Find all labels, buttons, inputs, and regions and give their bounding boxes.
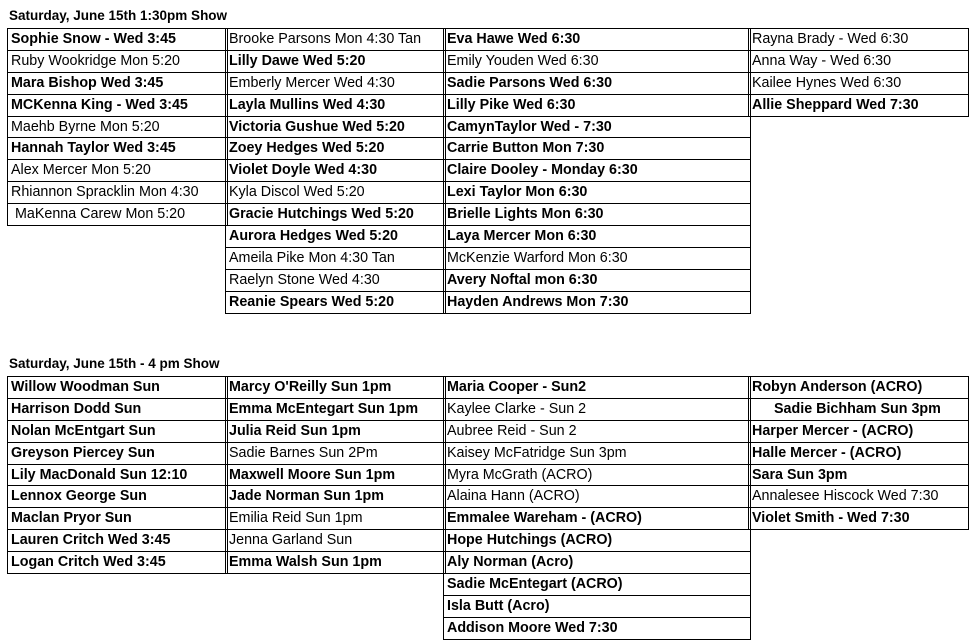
roster-entry: Hope Hutchings (ACRO): [444, 529, 750, 551]
roster-entry: Kaisey McFatridge Sun 3pm: [444, 442, 750, 464]
roster-entry: McKenzie Warford Mon 6:30: [444, 247, 750, 269]
roster-entry: Reanie Spears Wed 5:20: [226, 291, 445, 314]
roster-entry: Ruby Wookridge Mon 5:20: [8, 50, 227, 72]
roster-column: [225, 28, 446, 314]
roster-entry: Jenna Garland Sun: [226, 529, 445, 551]
roster-entry: Brooke Parsons Mon 4:30 Tan: [226, 28, 445, 50]
roster-entry: Kaylee Clarke - Sun 2: [444, 398, 750, 420]
roster-entry: Jade Norman Sun 1pm: [226, 485, 445, 507]
roster-entry: Sara Sun 3pm: [749, 464, 968, 486]
roster-column: [7, 28, 228, 226]
roster-entry: Marcy O'Reilly Sun 1pm: [226, 376, 445, 398]
roster-entry: Kyla Discol Wed 5:20: [226, 181, 445, 203]
roster-column: [225, 376, 446, 574]
roster-entry: CamynTaylor Wed - 7:30: [444, 116, 750, 138]
roster-entry: Isla Butt (Acro): [444, 595, 750, 617]
roster-entry: MCKenna King - Wed 3:45: [8, 94, 227, 116]
roster-entry: Maxwell Moore Sun 1pm: [226, 464, 445, 486]
roster-entry: Addison Moore Wed 7:30: [444, 617, 750, 640]
roster-entry: Avery Noftal mon 6:30: [444, 269, 750, 291]
roster-entry: Myra McGrath (ACRO): [444, 464, 750, 486]
roster-entry: Anna Way - Wed 6:30: [749, 50, 968, 72]
roster-column: [748, 376, 969, 530]
roster-entry: Mara Bishop Wed 3:45: [8, 72, 227, 94]
roster-entry: Ameila Pike Mon 4:30 Tan: [226, 247, 445, 269]
roster-entry: Lily MacDonald Sun 12:10: [8, 464, 227, 486]
roster-entry: Lexi Taylor Mon 6:30: [444, 181, 750, 203]
roster-entry: Annalesee Hiscock Wed 7:30: [749, 485, 968, 507]
roster-entry: Gracie Hutchings Wed 5:20: [226, 203, 445, 225]
roster-entry: Hannah Taylor Wed 3:45: [8, 137, 227, 159]
roster-entry: Aubree Reid - Sun 2: [444, 420, 750, 442]
roster-entry: Raelyn Stone Wed 4:30: [226, 269, 445, 291]
roster-entry: Halle Mercer - (ACRO): [749, 442, 968, 464]
roster-entry: Harper Mercer - (ACRO): [749, 420, 968, 442]
roster-entry: Rayna Brady - Wed 6:30: [749, 28, 968, 50]
roster-entry: Harrison Dodd Sun: [8, 398, 227, 420]
roster-entry: Robyn Anderson (ACRO): [749, 376, 968, 398]
roster-column: [443, 28, 751, 314]
roster-entry: Violet Doyle Wed 4:30: [226, 159, 445, 181]
roster-entry: Victoria Gushue Wed 5:20: [226, 116, 445, 138]
roster-entry: Sadie Bichham Sun 3pm: [749, 398, 968, 420]
roster-entry: Sadie McEntegart (ACRO): [444, 573, 750, 595]
roster-entry: Violet Smith - Wed 7:30: [749, 507, 968, 530]
roster-entry: Aurora Hedges Wed 5:20: [226, 225, 445, 247]
roster-entry: Willow Woodman Sun: [8, 376, 227, 398]
roster-entry: Brielle Lights Mon 6:30: [444, 203, 750, 225]
roster-entry: Emily Youden Wed 6:30: [444, 50, 750, 72]
show-title-2: Saturday, June 15th - 4 pm Show: [9, 356, 220, 371]
roster-entry: Maclan Pryor Sun: [8, 507, 227, 529]
roster-entry: Emberly Mercer Wed 4:30: [226, 72, 445, 94]
roster-entry: Emilia Reid Sun 1pm: [226, 507, 445, 529]
roster-column: [7, 376, 228, 574]
roster-column: [748, 28, 969, 117]
roster-entry: Sadie Barnes Sun 2Pm: [226, 442, 445, 464]
roster-entry: Nolan McEntgart Sun: [8, 420, 227, 442]
roster-entry: Lilly Pike Wed 6:30: [444, 94, 750, 116]
roster-entry: Maria Cooper - Sun2: [444, 376, 750, 398]
roster-entry: Maehb Byrne Mon 5:20: [8, 116, 227, 138]
roster-entry: Carrie Button Mon 7:30: [444, 137, 750, 159]
roster-entry: Logan Critch Wed 3:45: [8, 551, 227, 574]
roster-entry: Lennox George Sun: [8, 485, 227, 507]
roster-entry: Emma Walsh Sun 1pm: [226, 551, 445, 574]
roster-entry: Lauren Critch Wed 3:45: [8, 529, 227, 551]
roster-entry: Layla Mullins Wed 4:30: [226, 94, 445, 116]
roster-entry: Eva Hawe Wed 6:30: [444, 28, 750, 50]
roster-entry: Hayden Andrews Mon 7:30: [444, 291, 750, 314]
roster-entry: Laya Mercer Mon 6:30: [444, 225, 750, 247]
roster-entry: Sadie Parsons Wed 6:30: [444, 72, 750, 94]
roster-entry: Julia Reid Sun 1pm: [226, 420, 445, 442]
roster-entry: Rhiannon Spracklin Mon 4:30: [8, 181, 227, 203]
roster-entry: Emma McEntegart Sun 1pm: [226, 398, 445, 420]
roster-entry: Emmalee Wareham - (ACRO): [444, 507, 750, 529]
roster-entry: Greyson Piercey Sun: [8, 442, 227, 464]
roster-entry: Allie Sheppard Wed 7:30: [749, 94, 968, 117]
roster-entry: Lilly Dawe Wed 5:20: [226, 50, 445, 72]
roster-entry: Claire Dooley - Monday 6:30: [444, 159, 750, 181]
roster-entry: Alaina Hann (ACRO): [444, 485, 750, 507]
roster-entry: Alex Mercer Mon 5:20: [8, 159, 227, 181]
roster-column: [443, 376, 751, 640]
show-title-1: Saturday, June 15th 1:30pm Show: [9, 8, 228, 23]
roster-entry: MaKenna Carew Mon 5:20: [8, 203, 227, 226]
roster-entry: Zoey Hedges Wed 5:20: [226, 137, 445, 159]
roster-entry: Aly Norman (Acro): [444, 551, 750, 573]
roster-entry: Kailee Hynes Wed 6:30: [749, 72, 968, 94]
roster-entry: Sophie Snow - Wed 3:45: [8, 28, 227, 50]
